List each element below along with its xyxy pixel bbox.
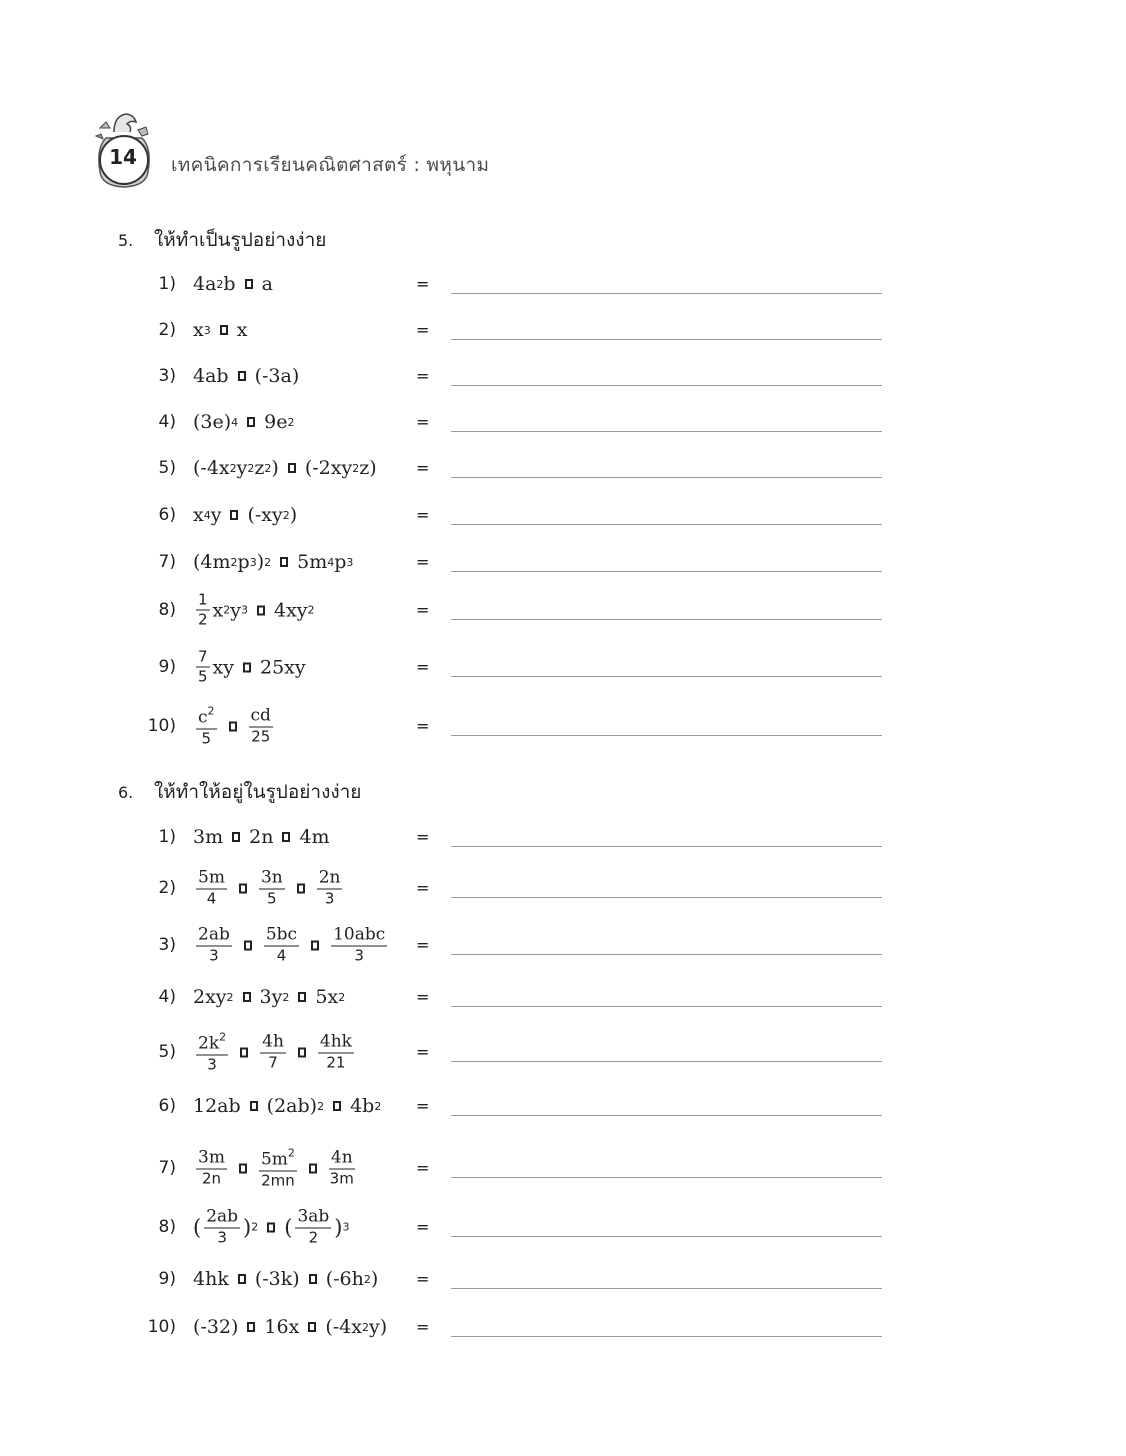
- exponent: 2: [361, 1320, 369, 1334]
- answer-line[interactable]: [451, 1006, 882, 1007]
- math-expression: [193, 319, 247, 341]
- equals-sign: =: [416, 987, 430, 1007]
- page-number: 14: [109, 145, 137, 169]
- equals-sign: =: [416, 1317, 430, 1337]
- exponent: 2: [287, 1146, 295, 1160]
- math-term: x: [193, 319, 204, 341]
- answer-line[interactable]: [451, 619, 882, 620]
- operator-box-icon: [298, 992, 306, 1002]
- equals-sign: =: [416, 320, 430, 340]
- equals-sign: =: [416, 412, 430, 432]
- math-expression: [193, 365, 299, 387]
- math-term: [196, 1032, 228, 1056]
- answer-line[interactable]: [451, 1061, 882, 1062]
- operator-box-icon: [220, 325, 228, 335]
- math-term: [196, 706, 217, 730]
- equals-sign: =: [416, 366, 430, 386]
- math-term: 25: [251, 727, 271, 746]
- exponent: 2: [216, 277, 224, 291]
- fraction: [196, 647, 210, 686]
- exponent: 2: [264, 461, 272, 475]
- exponent: 2: [374, 1099, 382, 1113]
- operator-box-icon: [230, 510, 238, 520]
- exponent: 3: [249, 555, 257, 569]
- fraction: [318, 1031, 354, 1072]
- operator-box-icon: [243, 662, 251, 672]
- math-term: 5: [201, 729, 212, 748]
- math-term: 5x: [315, 986, 339, 1008]
- operator-box-icon: [239, 883, 247, 893]
- math-term: 9e: [264, 411, 288, 433]
- page-title: เทคนิคการเรียนคณิตศาสตร์ : พหุนาม: [171, 154, 490, 176]
- math-term: z: [254, 457, 265, 479]
- math-term: (-3k): [254, 1268, 300, 1290]
- math-term: x: [236, 319, 248, 341]
- operator-box-icon: [308, 1322, 316, 1332]
- math-term: 7: [268, 1053, 278, 1072]
- operator-box-icon: [232, 832, 240, 842]
- item-number: 2): [158, 320, 176, 340]
- operator-box-icon: [309, 1163, 317, 1173]
- equals-sign: =: [416, 878, 430, 898]
- math-term: 5: [267, 889, 277, 908]
- exponent: 2: [219, 1030, 227, 1044]
- math-term: cd: [250, 705, 271, 726]
- exponent: 2: [247, 461, 255, 475]
- answer-line[interactable]: [451, 385, 882, 386]
- answer-line[interactable]: [451, 571, 882, 572]
- math-term: 10abc: [333, 924, 386, 945]
- math-expression: [193, 1095, 381, 1117]
- item-number: 6): [158, 505, 176, 525]
- math-term: 5m: [198, 867, 225, 888]
- page-header: [94, 108, 594, 192]
- equals-sign: =: [416, 600, 430, 620]
- section-instruction: ให้ทำให้อยู่ในรูปอย่างง่าย: [154, 781, 362, 803]
- answer-line[interactable]: [451, 676, 882, 677]
- math-term: 2mn: [261, 1171, 295, 1190]
- exponent: 4: [231, 415, 239, 429]
- exponent: 4: [203, 508, 211, 522]
- operator-box-icon: [247, 417, 255, 427]
- fraction: [317, 867, 343, 908]
- operator-box-icon: [280, 557, 288, 567]
- math-expression: [193, 457, 377, 479]
- math-term: x: [193, 504, 204, 526]
- section-number: 5.: [118, 231, 134, 250]
- operator-box-icon: [238, 1274, 246, 1284]
- math-term: (-2xy: [304, 457, 353, 479]
- math-term: 2ab: [198, 924, 230, 945]
- operator-box-icon: [257, 605, 265, 615]
- math-expression: [193, 647, 306, 686]
- math-term: 4a: [193, 273, 217, 295]
- math-term: x: [212, 599, 224, 621]
- operator-box-icon: [245, 279, 253, 289]
- exponent: 2: [207, 704, 215, 718]
- math-term: 16x: [264, 1316, 300, 1338]
- operator-box-icon: [311, 940, 319, 950]
- math-term: (2ab): [266, 1095, 318, 1117]
- math-term: p: [237, 551, 250, 573]
- section-instruction: ให้ทำเป็นรูปอย่างง่าย: [154, 229, 327, 251]
- equals-sign: =: [416, 657, 430, 677]
- math-term: ): [256, 551, 265, 573]
- math-term: ): [289, 504, 298, 526]
- math-expression: [193, 706, 276, 747]
- math-term: 3m: [193, 826, 224, 848]
- operator-box-icon: [240, 1047, 248, 1057]
- exponent: 2: [223, 603, 231, 617]
- math-term: 4hk: [193, 1268, 229, 1290]
- answer-line[interactable]: [451, 293, 882, 294]
- operator-box-icon: [333, 1101, 341, 1111]
- exponent: 2: [307, 603, 315, 617]
- math-term: 12ab: [193, 1095, 241, 1117]
- exponent: 3: [346, 555, 354, 569]
- operator-box-icon: [250, 1101, 258, 1111]
- math-expression: [193, 1268, 378, 1290]
- fraction: [295, 1206, 331, 1247]
- item-number: 1): [158, 274, 176, 294]
- answer-line[interactable]: [451, 524, 882, 525]
- answer-line[interactable]: [451, 477, 882, 478]
- equals-sign: =: [416, 1042, 430, 1062]
- item-number: 8): [158, 600, 176, 620]
- equals-sign: =: [416, 505, 430, 525]
- math-term: xy: [212, 656, 234, 678]
- math-term: (3e): [193, 411, 232, 433]
- exponent: 2: [229, 461, 237, 475]
- fraction: [260, 1031, 286, 1072]
- math-term: (4m: [193, 551, 231, 573]
- answer-line[interactable]: [451, 735, 882, 736]
- math-term: 4ab: [193, 365, 229, 387]
- fraction: [196, 590, 210, 629]
- exponent: 2: [317, 1099, 325, 1113]
- math-term: (-32): [193, 1316, 239, 1338]
- math-term: 4b: [350, 1095, 375, 1117]
- exponent: 2: [282, 508, 290, 522]
- math-term: ): [334, 1215, 343, 1239]
- math-term: (-6h: [325, 1268, 364, 1290]
- operator-box-icon: [243, 992, 251, 1002]
- math-expression: [193, 1148, 358, 1189]
- math-term: 4hk: [319, 1031, 352, 1052]
- equals-sign: =: [416, 1096, 430, 1116]
- item-number: 10): [147, 1317, 176, 1337]
- answer-line[interactable]: [451, 954, 882, 955]
- math-term: 4: [206, 889, 217, 908]
- equals-sign: =: [416, 458, 430, 478]
- operator-box-icon: [298, 1047, 306, 1057]
- exponent: 2: [230, 555, 238, 569]
- operator-box-icon: [244, 940, 252, 950]
- math-term: 4h: [262, 1031, 284, 1052]
- exponent: 4: [327, 555, 335, 569]
- math-term: 3y: [259, 986, 283, 1008]
- exponent: 2: [282, 990, 290, 1004]
- math-term: 5bc: [265, 924, 298, 945]
- math-term: 4: [276, 946, 287, 965]
- fraction: [196, 1147, 227, 1188]
- math-term: 3m: [198, 1147, 225, 1168]
- math-term: 3n: [260, 867, 283, 888]
- math-term: y): [368, 1316, 388, 1338]
- math-term: 2n: [318, 867, 341, 888]
- answer-line[interactable]: [451, 1177, 882, 1178]
- item-number: 3): [158, 935, 176, 955]
- fraction: [331, 924, 387, 965]
- math-term: 3: [354, 946, 364, 965]
- math-term: y: [236, 457, 248, 479]
- item-number: 7): [158, 1158, 176, 1178]
- equals-sign: =: [416, 1217, 430, 1237]
- math-term: y: [210, 504, 222, 526]
- math-term: 3: [207, 1055, 217, 1074]
- exponent: 3: [342, 1220, 350, 1234]
- operator-box-icon: [282, 832, 290, 842]
- operator-box-icon: [229, 721, 237, 731]
- equals-sign: =: [416, 552, 430, 572]
- math-term: 1: [198, 590, 208, 609]
- math-expression: [193, 504, 297, 526]
- fraction: [259, 867, 285, 908]
- fraction: [196, 706, 217, 747]
- answer-line[interactable]: [451, 431, 882, 432]
- item-number: 2): [158, 878, 176, 898]
- math-term: 3ab: [297, 1206, 330, 1227]
- math-term: [259, 1148, 297, 1172]
- section-5-heading: [118, 225, 326, 255]
- math-expression: [193, 1316, 387, 1338]
- item-number: 6): [158, 1096, 176, 1116]
- item-number: 5): [158, 1042, 176, 1062]
- math-term: z): [359, 457, 377, 479]
- math-term: ): [370, 1268, 379, 1290]
- operator-box-icon: [267, 1222, 275, 1232]
- math-expression: [193, 590, 315, 629]
- fraction: [196, 924, 232, 965]
- math-expression: [193, 273, 273, 295]
- item-number: 1): [158, 827, 176, 847]
- item-number: 3): [158, 366, 176, 386]
- math-expression: [193, 411, 295, 433]
- math-term: (-4x: [325, 1316, 362, 1338]
- math-term: 2k: [198, 1033, 220, 1054]
- equals-sign: =: [416, 716, 430, 736]
- exercise-row: [0, 1095, 1126, 1166]
- math-term: 4m: [299, 826, 330, 848]
- math-term: (-3a): [254, 365, 300, 387]
- answer-line[interactable]: [451, 1288, 882, 1289]
- exponent: 3: [203, 323, 211, 337]
- math-term: 2xy: [193, 986, 227, 1008]
- math-term: a: [261, 273, 273, 295]
- math-term: 2: [198, 610, 208, 629]
- math-term: 25xy: [260, 656, 306, 678]
- math-term: b: [223, 273, 236, 295]
- math-term: ): [243, 1215, 252, 1239]
- math-expression: [193, 1206, 350, 1247]
- math-term: 3: [217, 1228, 227, 1247]
- fraction: [264, 924, 299, 965]
- math-term: 3m: [329, 1169, 354, 1188]
- math-expression: [193, 826, 330, 848]
- math-term: ): [271, 457, 279, 479]
- math-term: 7: [198, 647, 208, 666]
- math-term: 2ab: [206, 1206, 239, 1227]
- equals-sign: =: [416, 827, 430, 847]
- exponent: 2: [264, 555, 272, 569]
- math-term: c: [198, 707, 208, 728]
- math-term: 3: [209, 946, 219, 965]
- answer-line[interactable]: [451, 897, 882, 898]
- equals-sign: =: [416, 1269, 430, 1289]
- exponent: 2: [287, 415, 295, 429]
- item-number: 4): [158, 987, 176, 1007]
- math-term: 4n: [330, 1147, 353, 1168]
- fraction: [196, 1032, 228, 1073]
- exponent: 3: [241, 603, 248, 617]
- item-number: 9): [158, 657, 176, 677]
- math-term: p: [334, 551, 347, 573]
- answer-line[interactable]: [451, 339, 882, 340]
- item-number: 7): [158, 552, 176, 572]
- math-term: 5m: [297, 551, 328, 573]
- equals-sign: =: [416, 274, 430, 294]
- math-term: 5m: [260, 1149, 288, 1170]
- fraction: [259, 1148, 297, 1189]
- operator-box-icon: [309, 1274, 317, 1284]
- section-6-heading: [118, 777, 361, 807]
- math-expression: [193, 1032, 357, 1073]
- item-number: 10): [147, 716, 176, 736]
- exponent: 2: [226, 990, 234, 1004]
- equals-sign: =: [416, 935, 430, 955]
- answer-line[interactable]: [451, 1115, 882, 1116]
- math-term: 21: [326, 1053, 346, 1072]
- operator-box-icon: [239, 1163, 247, 1173]
- answer-line[interactable]: [451, 1236, 882, 1237]
- answer-line[interactable]: [451, 1336, 882, 1337]
- math-term: 5: [198, 667, 208, 686]
- operator-box-icon: [247, 1322, 255, 1332]
- item-number: 8): [158, 1217, 176, 1237]
- operator-box-icon: [288, 463, 296, 473]
- math-term: (-xy: [247, 504, 283, 526]
- equals-sign: =: [416, 1158, 430, 1178]
- item-number: 5): [158, 458, 176, 478]
- operator-box-icon: [297, 883, 305, 893]
- item-number: 9): [158, 1269, 176, 1289]
- math-expression: [193, 867, 345, 908]
- answer-line[interactable]: [451, 846, 882, 847]
- operator-box-icon: [238, 371, 246, 381]
- math-term: 2n: [249, 826, 274, 848]
- math-expression: [193, 986, 345, 1008]
- math-expression: [193, 551, 353, 573]
- fraction: [196, 867, 227, 908]
- math-term: (: [284, 1215, 293, 1239]
- math-term: 3: [324, 889, 335, 908]
- exponent: 2: [363, 1272, 371, 1286]
- exponent: 2: [251, 1220, 259, 1234]
- math-term: (-4x: [193, 457, 230, 479]
- fraction: [329, 1147, 355, 1188]
- math-term: 2n: [201, 1169, 221, 1188]
- exponent: 2: [338, 990, 346, 1004]
- exponent: 2: [352, 461, 360, 475]
- fraction: [249, 705, 273, 746]
- math-expression: [193, 924, 390, 965]
- math-term: 2: [308, 1228, 319, 1247]
- math-term: 4xy: [274, 599, 308, 621]
- item-number: 4): [158, 412, 176, 432]
- math-term: (: [193, 1215, 202, 1239]
- section-number: 6.: [118, 783, 134, 802]
- math-term: y: [230, 599, 241, 621]
- exercise-row: [0, 1316, 1126, 1387]
- fraction: [204, 1206, 240, 1247]
